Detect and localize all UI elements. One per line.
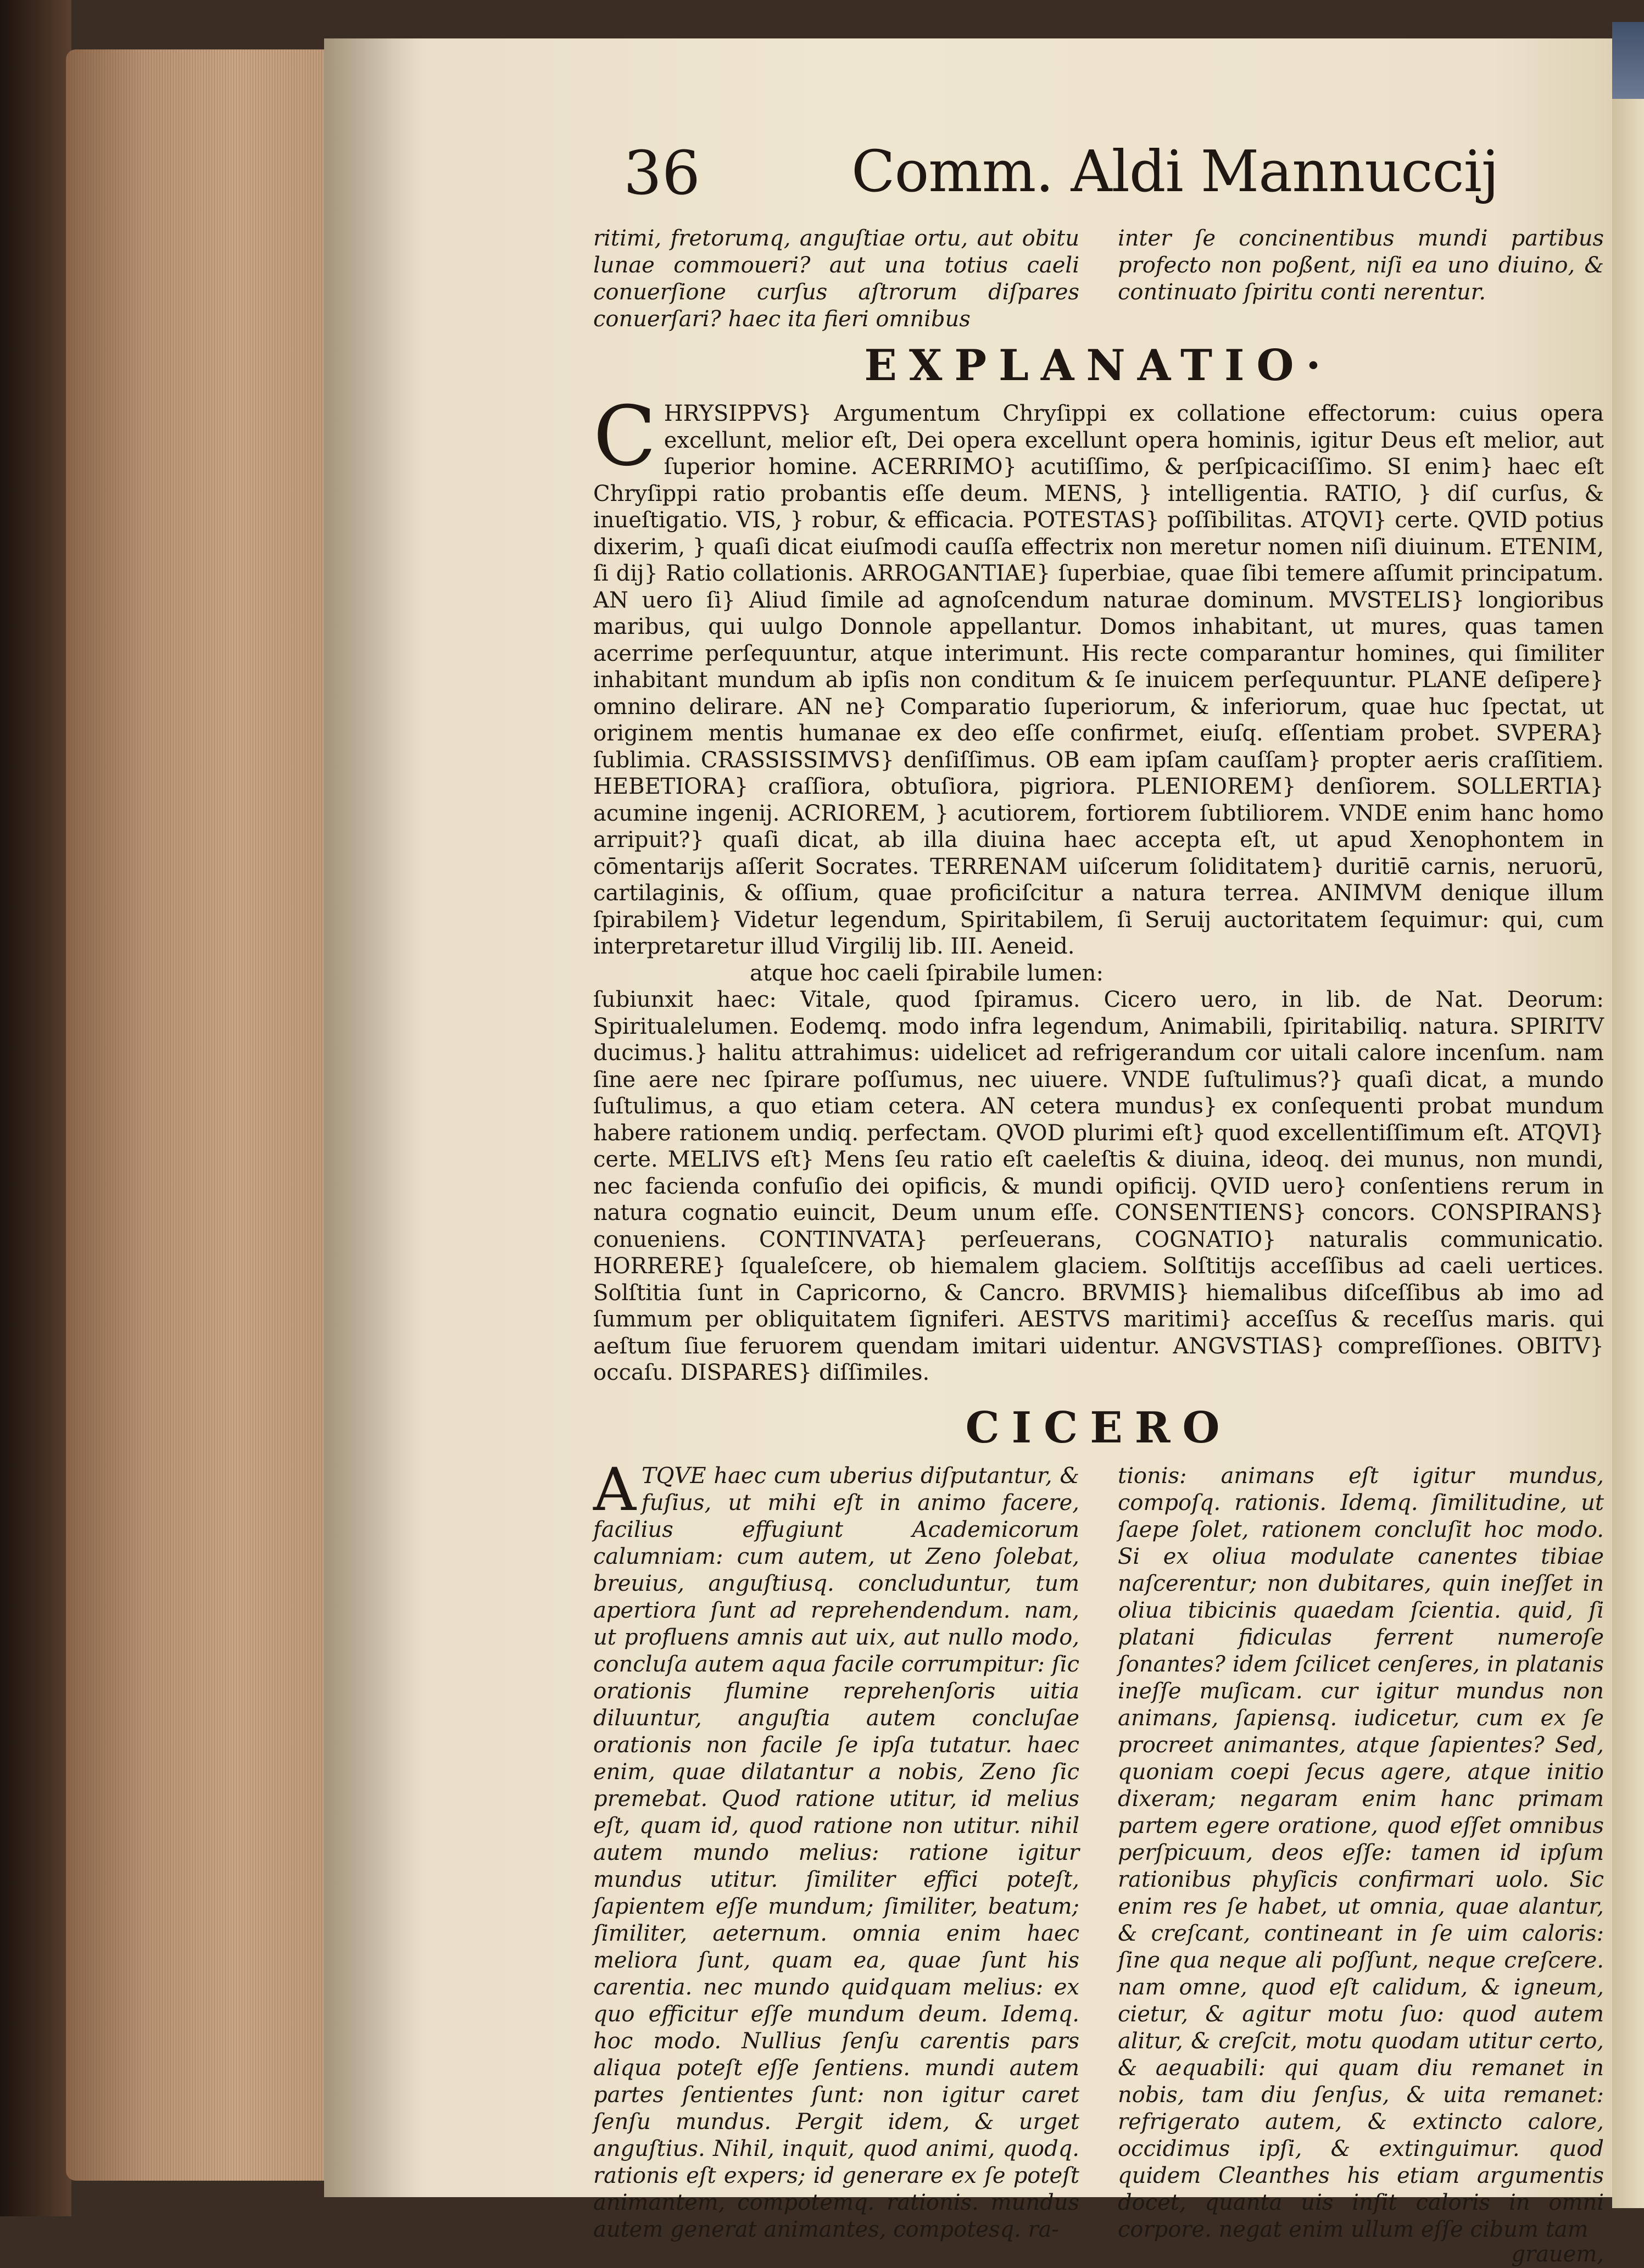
cicero-right-paragraph: tionis: animans eſt igitur mundus, compoſq. rationis. Idemq. ſimilitudine, ut ſaepe ſolet, rationem concluſit hoc modo. Si ex oliua modulate canentes tibiae naſcerentur; non dubitares, quin ineſſet in oliua tibicinis quaedam ſcientia. quid, ſi platani fidiculas ferrent numeroſe ſonantes? idem ſcilicet cenſeres, in platanis ineſſe muſicam. cur igitur mundus non animans, ſapiensq. iudicetur, cum ex ſe procreet animantes, atque ſapientes? Sed, quoniam coepi ſecus agere, atque initio dixeram; negaram enim hanc primam partem egere oratione, quod eſſet omnibus perſpicuum, deos eſſe: tamen id ipſum rationibus phyſicis confirmari uolo. Sic enim res ſe habet, ut omnia, quae alantur, & creſcant, contineant in ſe uim caloris: ſine qua neque ali poſſunt, neque creſcere. nam omne, quod eſt calidum, & igneum, cietur, & agitur motu ſuo: quod autem alitur, & creſcit, motu quodam utitur certo, & aequabili: qui quam diu remanet in nobis, tam diu ſenſus, & uita remanet: refrigerato autem, & extincto calore, occidimus ipſi, & extinguimur. quod quidem Cleanthes his etiam argumentis docet, quanta uis inſit caloris in omni corpore. negat enim ullum eſſe cibum tam xyxy=(1118,1463,1604,2242)
running-title: Comm. Aldi Mannuccij xyxy=(851,138,1499,205)
cicero-left-paragraph xyxy=(593,1455,1079,2243)
top-text-right xyxy=(1118,225,1604,333)
commentary-paragraph: ſubiunxit haec: Vitale, quod ſpiramus. Cicero uero, in lib. de Nat. Deorum: Spiritualelumen. Eodemq. modo infra legendum, Animabili, ſpiritabiliq. natura. SPIRITV ducimus.} halitu attrahimus: uidelicet ad refrigerandum cor uitali calore incenſum. nam ſine aere nec ſpirare poſſumus, nec uiuere. VNDE ſuſtulimus?} quaſi dicat, a mundo ſuſtulimus, a quo etiam cetera. AN cetera mundus} ex conſequenti probat mundum habere rationem undiq. perfectam. QVOD plurimi eſt} quod excellentiſſimum eſt. ATQVI} certe. MELIVS eſt} Mens ſeu ratio eſt caeleſtis & diuina, ideoq. dei munus, non mundi, nec facienda confuſio dei opificis, & mundi opificij. QVID uero} conſentiens rerum in natura cognatio euincit, Deum unum eſſe. CONSENTIENS} concors. CONSPIRANS} conueniens. CONTINVATA} perſeuerans, COGNATIO} naturalis communicatio. HORRERE} ſqualeſcere, ob hiemalem glaciem. Solſtitijs acceſſibus ad caeli uertices. Solſtitia ſunt in Capricorno, & Cancro. BRVMIS} hiemalibus diſceſſibus ab imo ad ſummum per obliquitatem ſigniferi. AESTVS maritimi} acceſſus & receſſus maris. qui aeſtum ſiue feruorem quendam imitari uidentur. ANGVSTIAS} compreſſiones. OBITV} occaſu. DISPARES} diſſimiles. xyxy=(593,987,1604,1385)
bookmark-ribbon xyxy=(1612,22,1644,99)
drop-cap: C xyxy=(593,389,656,484)
top-left-paragraph: ritimi, fretorumq, anguſtiae ortu, aut obitu lunae commoueri? aut una totius caeli conuerſione curſus aſtrorum diſpares conuerſari? haec ita fieri omnibus xyxy=(593,226,1079,332)
commentary-text: HRYSIPPVS} Argumentum Chryſippi ex collatione effectorum: cuius opera excellunt, melior eſt, Dei opera excellunt opera hominis, igitur Deus eſt melior, aut ſuperior homine. ACERRIMO} acutiſſimo, & perſpicaciſſimo. SI enim} haec eſt Chryſippi ratio probantis eſſe deum. MENS, } intelligentia. RATIO, } diſ curſus, & inueſtigatio. VIS, } robur, & efficacia. POTESTAS} poſſibilitas. ATQVI} certe. QVID potius dixerim, } quaſi dicat eiuſmodi cauſſa effectrix non meretur nomen niſi diuinum. ETENIM, ſi dij} Ratio collationis. ARROGANTIAE} ſuperbiae, quae ſibi temere aſſumit principatum. AN uero ſi} Aliud ſimile ad agnoſcendum naturae dominum. MVSTELIS} longioribus maribus, qui uulgo Donnole appellantur. Domos inhabitant, ut mures, quas tamen acerrime perſequuntur, atque interimunt. His recte comparantur homines, qui ſimiliter inhabitant mundum ab ipſis non conditum & ſe inuicem perſequuntur. PLANE deſipere} omnino delirare. AN ne} Comparatio ſuperiorum, & inferiorum, quae huc ſpectat, ut originem mentis humanae ex deo eſſe confirmet, eiuſq. eſſentiam probet. SVPERA} ſublimia. CRASSISSIMVS} denſiſſimus. OB eam ipſam cauſſam} propter aeris craſſitiem. HEBETIORA} craſſiora, obtuſiora, pigriora. PLENIOREM} denſiorem. SOLLERTIA} acumine ingenij. ACRIOREM, } acutiorem, fortiorem ſubtiliorem. VNDE enim hanc homo arripuit?} quaſi dicat, ab illa diuina haec accepta eſt, ut apud Xenophontem in cōmentarijs aſſerit Socrates. TERRENAM uiſcerum ſoliditatem} duritiē carnis, neruorū, cartilaginis, & oſſium, quae proficiſcitur a natura terrea. ANIMVM denique illum ſpirabilem} Videtur legendum, Spiritabilem, ſi Seruij auctoritatem ſequimur: qui, cum interpretaretur illud Virgilij lib. III. Aeneid. xyxy=(593,401,1604,959)
drop-cap: A xyxy=(593,1455,636,1524)
top-text xyxy=(593,225,1604,333)
explanatio-heading: EXPLANATIO· xyxy=(864,341,1333,391)
page-header xyxy=(593,138,1604,225)
page-number: 36 xyxy=(623,138,700,208)
cicero-heading: CICERO xyxy=(965,1402,1232,1453)
explanatio-commentary xyxy=(593,389,1604,1386)
cicero-left-text: TQVE haec cum uberius diſputantur, & fuſius, ut mihi eſt in animo facere, facilius effugiunt Academicorum calumniam: cum autem, ut Zeno ſolebat, breuius, anguſtiusq. concluduntur, tum apertiora ſunt ad reprehendendum. nam, ut profluens amnis aut uix, aut nullo modo, concluſa autem aqua facile corrumpitur: ſic orationis flumine reprehenſoris uitia diluuntur, anguſtia autem concluſae orationis non facile ſe ipſa tutatur. haec enim, quae dilatantur a nobis, Zeno ſic premebat. Quod ratione utitur, id melius eſt, quam id, quod ratione non utitur. nihil autem mundo melius: ratione igitur mundus utitur. ſimiliter effici poteſt, ſapientem eſſe mundum; ſimiliter, beatum; ſimiliter, aeternum. omnia enim haec meliora ſunt, quam ea, quae ſunt his carentia. nec mundo quidquam melius: ex quo efficitur eſſe mundum deum. Idemq. hoc modo. Nullius ſenſu carentis pars aliqua poteſt eſſe ſentiens. mundi autem partes ſentientes ſunt: non igitur caret ſenſu mundus. Pergit idem, & urget anguſtius. Nihil, inquit, quod animi, quodq. rationis eſt expers; id generare ex ſe poteſt animantem, compotemq. rationis. mundus autem generat animantes, compotesq. ra- xyxy=(593,1463,1079,2242)
cicero-left-column xyxy=(593,1455,1079,2268)
top-text-left xyxy=(593,225,1079,333)
catchword: grauem, xyxy=(1511,2241,1604,2267)
virgil-quote: atque hoc caeli ſpirabile lumen: xyxy=(750,960,1104,986)
commentary-paragraph xyxy=(593,389,1604,960)
page-edges xyxy=(66,49,330,2181)
gutter-shadow xyxy=(324,38,423,2197)
book-cover-edge xyxy=(0,0,71,2216)
cicero-text xyxy=(593,1455,1604,2268)
page-content xyxy=(593,138,1604,2268)
facing-page-edge xyxy=(1612,22,1644,2208)
top-right-paragraph: inter ſe concinentibus mundi partibus profecto non poßent, niſi ea uno diuino, & continuato ſpiritu conti nerentur. xyxy=(1118,226,1604,305)
cicero-right-column xyxy=(1118,1463,1604,2268)
